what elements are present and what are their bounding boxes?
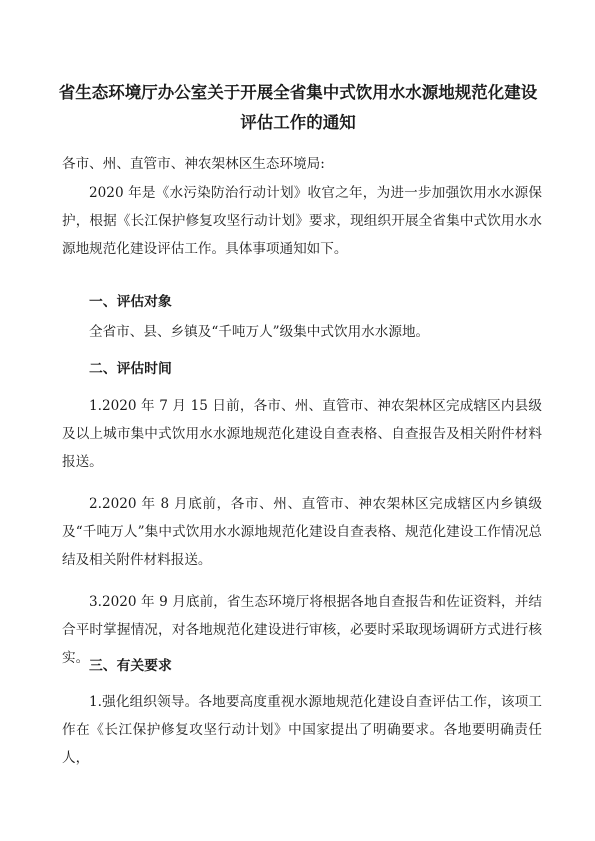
section-heading-evaluation-time: 二、评估时间 <box>89 361 172 377</box>
document-title: 省生态环境厅办公室关于开展全省集中式饮用水水源地规范化建设评估工作的通知 <box>58 83 538 132</box>
intro-paragraph: 2020 年是《水污染防治行动计划》收官之年，为进一步加强饮用水水源保护，根据《长江保护修复攻坚行动计划》要求，现组织开展全省集中式饮用水水源地规范化建设评估工作。具体事项通知如下。 <box>62 185 542 257</box>
time-item-2: 2.2020 年 8 月底前，各市、州、直管市、神农架林区完成辖区内乡镇级及“千吨万人”集中式饮用水水源地规范化建设自查表格、规范化建设工作情况总结及相关附件材料报送。 <box>62 496 542 568</box>
section-heading-evaluation-target: 一、评估对象 <box>89 294 172 310</box>
requirement-item-1: 1.强化组织领导。各地要高度重视水源地规范化建设自查评估工作，该项工作在《长江保护修复攻坚行动计划》中国家提出了明确要求。各地要明确责任人， <box>62 694 542 766</box>
time-item-3: 3.2020 年 9 月底前，省生态环境厅将根据各地自查报告和佐证资料，并结合平时掌握情况，对各地规范化建设进行审核，必要时采取现场调研方式进行核实。 <box>62 594 542 666</box>
salutation: 各市、州、直管市、神农架林区生态环境局: <box>62 156 325 172</box>
section-heading-requirements: 三、有关要求 <box>89 658 172 674</box>
section-paragraph-evaluation-target: 全省市、县、乡镇及“千吨万人”级集中式饮用水水源地。 <box>89 324 430 340</box>
time-item-1: 1.2020 年 7 月 15 日前，各市、州、直管市、神农架林区完成辖区内县级及以上城市集中式饮用水水源地规范化建设自查表格、自查报告及相关附件材料报送。 <box>62 398 542 470</box>
